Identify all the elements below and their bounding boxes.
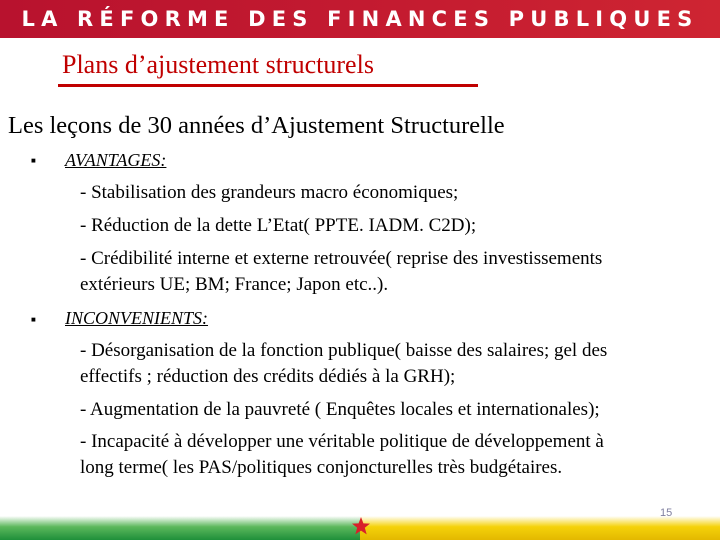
footer-yellow-band [360, 516, 720, 540]
list-item: - Réduction de la dette L’Etat( PPTE. IADM. C2D); [80, 215, 477, 236]
list-item: - Stabilisation des grandeurs macro économiques; [80, 182, 459, 203]
slide-heading: Les leçons de 30 années d’Ajustement Structurelle [8, 112, 505, 139]
bullet-icon: ■ [31, 315, 36, 324]
slide-subtitle: Plans d’ajustement structurels [62, 50, 374, 79]
list-item: effectifs ; réduction des crédits dédiés à la GRH); [80, 366, 456, 387]
section-label-inconvenients: INCONVENIENTS: [65, 308, 209, 328]
banner-title: LA RÉFORME DES FINANCES PUBLIQUES [21, 7, 699, 31]
list-item: extérieurs UE; BM; France; Japon etc..). [80, 274, 389, 295]
star-icon [351, 516, 371, 536]
footer-green-band [0, 516, 360, 540]
title-banner [0, 0, 720, 38]
list-item: - Désorganisation de la fonction publique( baisse des salaires; gel des [80, 340, 608, 361]
list-item: long terme( les PAS/politiques conjoncturelles très budgétaires. [80, 457, 563, 478]
page-number: 15 [660, 507, 673, 519]
subtitle-underline [58, 84, 478, 87]
list-item: - Augmentation de la pauvreté ( Enquêtes locales et internationales); [80, 399, 600, 420]
bullet-icon: ■ [31, 156, 36, 165]
list-item: - Incapacité à développer une véritable politique de développement à [80, 431, 604, 452]
section-label-avantages: AVANTAGES: [65, 150, 167, 170]
list-item: - Crédibilité interne et externe retrouvée( reprise des investissements [80, 248, 603, 269]
